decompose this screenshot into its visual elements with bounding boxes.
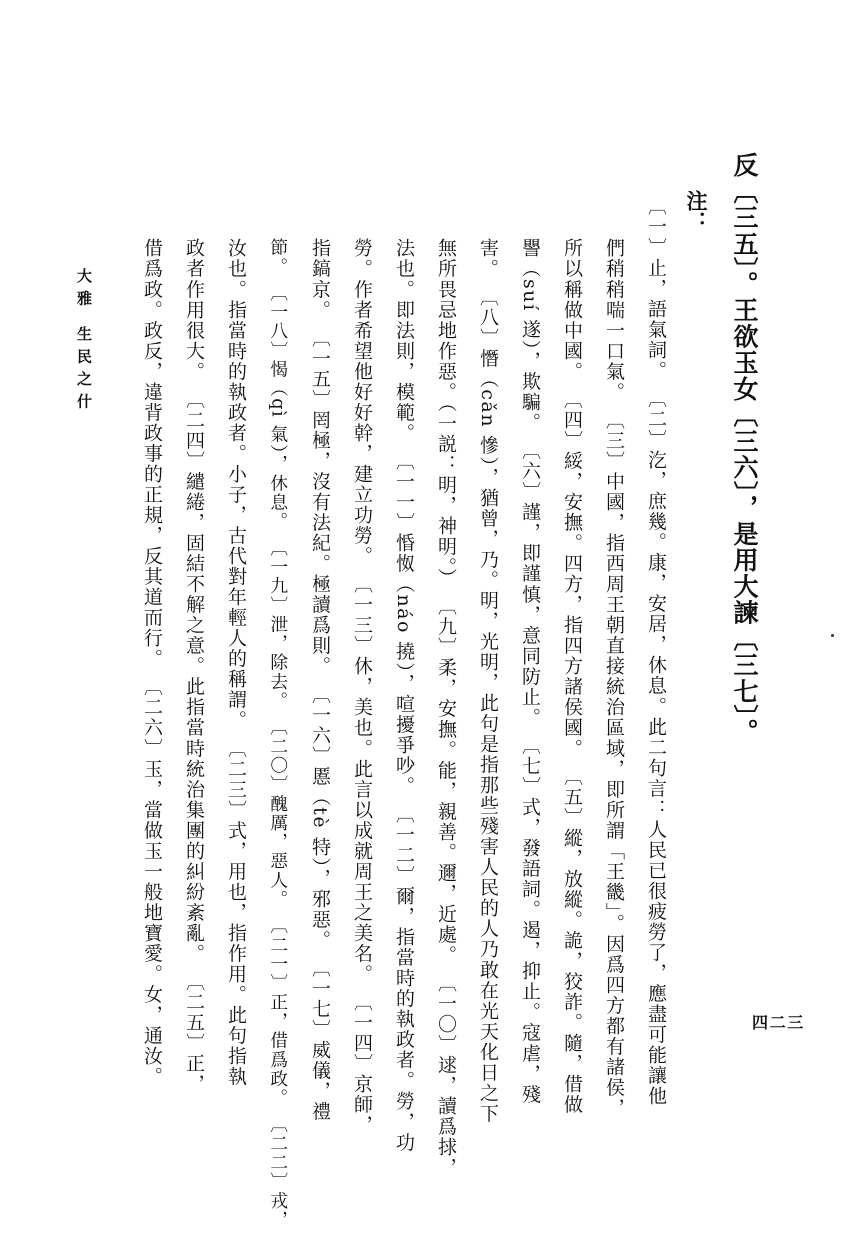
note-line: 們稍稍喘一口氣。 〔三〕中國，指西周王朝直接統治區域，即所謂「王畿」。因爲四方都有諸侯， [603,238,625,1119]
note-line: 指鎬京。 〔一五〕罔極，沒有法紀。極讀爲則。 〔一六〕慝（tè 特），邪惡。 〔一七〕威儀，禮 [309,238,331,1122]
note-line: 政者作用很大。 〔二四〕繾綣，固結不解之意。此指當時統治集團的糾紛紊亂。 〔二五〕正， [183,238,205,1095]
page-number: 四二三 [752,1013,805,1032]
notes-heading: 注： [684,190,709,232]
note-line: 所以稱做中國。 〔四〕綏，安撫。四方，指四方諸侯國。 〔五〕縱，放縱。詭，狡詐。隨，借做 [561,238,583,1115]
note-line: 汝也。指當時的執政者。小子，古代對年輕人的稱謂。 〔二三〕式，用也，指作用。此句指執 [225,238,247,1087]
running-head: 大雅 生民之什 [75,268,93,416]
note-line: 害。 〔八〕憯（cǎn 慘），猶曾，乃。明，光明，此句是指那些殘害人民的人乃敢在光天化日之下 [477,238,499,1124]
note-line: 法也。即法則，模範。 〔一一〕惛怓（náo 撓），喧擾爭吵。 〔一二〕爾，指當時的執政者。勞，功 [393,238,415,1153]
note-line: 借爲政。政反，違背政事的正規，反其道而行。 〔二六〕玉，當做玉一般地寶愛。女，通汝。 [141,238,163,1087]
note-line: 節。 〔一八〕愒（qì 氣），休息。 〔一九〕泄，除去。 〔二〇〕醜厲，惡人。 〔二一〕正，借爲政。 〔二二〕戎， [267,238,288,1230]
print-speck [831,634,834,637]
note-line: 勞。作者希望他好好幹，建立功勞。 〔一三〕休，美也。此言以成就周王之美名。 〔一四〕京師， [351,238,373,1136]
note-line: 譻（suí 遂），欺騙。 〔六〕謹，即謹慎，意同防止。 〔七〕式，發語詞。遏，抑止。寇虐，殘 [519,238,541,1105]
main-text-line: 反〔三五〕。王欲玉女〔三六〕，是用大諫〔三七〕。 [730,152,759,745]
note-line: 無所畏忌地作惡。（一説：明，神明。） 〔九〕柔，安撫。能，親善。邇，近處。 〔一〇〕逑，讀爲捄， [435,238,457,1179]
note-line: 〔一〕止，語氣詞。 〔二〕汔，庶幾。康，安居，休息。此二句言：人民已很疲勞了，應盡可能讓他 [645,196,667,1107]
